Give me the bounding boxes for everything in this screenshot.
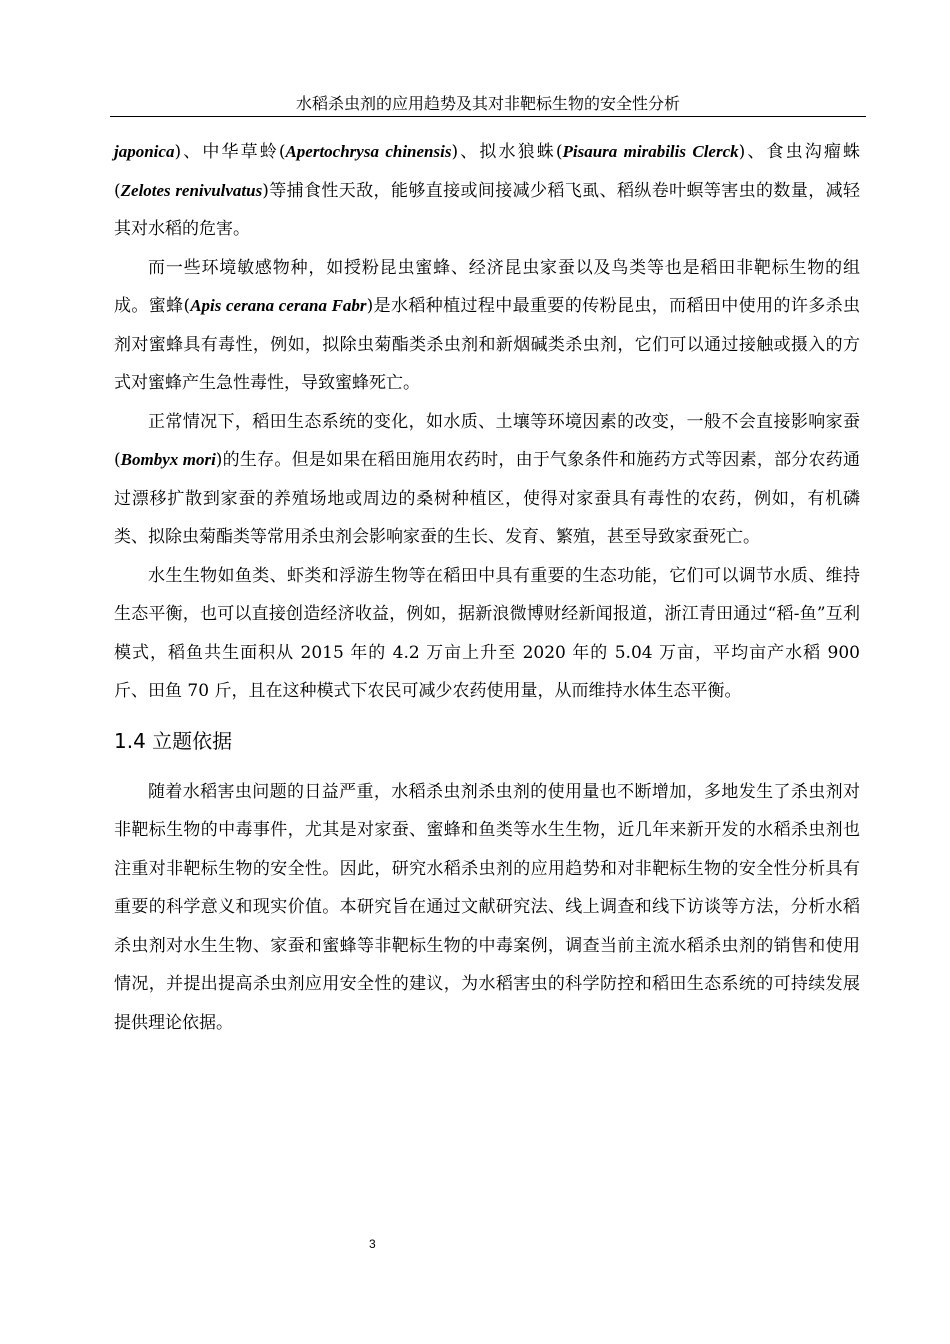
page-number: 3 bbox=[369, 1237, 376, 1251]
species-name: Apis cerana cerana Fabr bbox=[190, 296, 367, 315]
body-paragraph bbox=[114, 133, 860, 249]
species-name: Zelotes renivulvatus bbox=[120, 180, 263, 200]
section-paragraphs bbox=[114, 773, 860, 1043]
text-run: )、食虫沟瘤蛛( bbox=[114, 142, 860, 201]
text-run: 正常情况下，稻田生态系统的变化，如水质、土壤等环境因素的改变，一般不会直接影响家蚕( bbox=[114, 411, 860, 470]
section-heading: 1.4 立题依据 bbox=[114, 728, 233, 753]
paragraph-group bbox=[114, 133, 860, 711]
text-run: 水生生物如鱼类、虾类和浮游生物等在稻田中具有重要的生态功能，它们可以调节水质、维持生态平衡，也可以直接创造经济收益，例如，据新浪微博财经新闻报道，浙江青田通过“稻-鱼”互利模式，稻鱼共生面积从 2015 年的 4.2 万亩上升至 2020 年的 5.04 万亩，平均亩产水稻 900 斤、田鱼 70 斤，且在这种模式下农民可减少农药使用量，从而维持水体生态平衡。 bbox=[114, 565, 860, 701]
species-name: japonica bbox=[114, 142, 175, 161]
body-paragraph bbox=[114, 773, 860, 1043]
text-run: )、拟水狼蛛( bbox=[451, 142, 563, 162]
species-name: Bombyx mori bbox=[120, 450, 216, 469]
text-run: 随着水稻害虫问题的日益严重，水稻杀虫剂杀虫剂的使用量也不断增加，多地发生了杀虫剂对非靶标生物的中毒事件，尤其是对家蚕、蜜蜂和鱼类等水生生物，近几年来新开发的水稻杀虫剂也注重对非靶标生物的安全性。因此，研究水稻杀虫剂的应用趋势和对非靶标生物的安全性分析具有重要的科学意义和现实价值。本研究旨在通过文献研究法、线上调查和线下访谈等方法，分析水稻杀虫剂对水生生物、家蚕和蜜蜂等非靶标生物的中毒案例，调查当前主流水稻杀虫剂的销售和使用情况，并提出提高杀虫剂应用安全性的建议，为水稻害虫的科学防控和稻田生态系统的可持续发展提供理论依据。 bbox=[114, 781, 860, 1033]
running-header: 水稻杀虫剂的应用趋势及其对非靶标生物的安全性分析 bbox=[295, 94, 680, 113]
body-text bbox=[114, 133, 860, 1042]
text-run: )的生存。但是如果在稻田施用农药时，由于气象条件和施药方式等因素，部分农药通过漂移扩散到家蚕的养殖场地或周边的桑树种植区，使得对家蚕具有毒性的农药，例如，有机磷类、拟除虫菊酯类等常用杀虫剂会影响家蚕的生长、发育、繁殖，甚至导致家蚕死亡。 bbox=[114, 450, 860, 547]
species-name: Pisaura mirabilis Clerck bbox=[562, 142, 739, 161]
body-paragraph bbox=[114, 403, 860, 557]
text-run: )等捕食性天敌，能够直接或间接减少稻飞虱、稻纵卷叶螟等害虫的数量，减轻其对水稻的危害。 bbox=[114, 180, 860, 239]
text-run: )、中华草蛉( bbox=[174, 142, 286, 162]
species-name: Apertochrysa chinensis bbox=[285, 142, 452, 161]
body-paragraph bbox=[114, 557, 860, 711]
header-rule bbox=[110, 116, 866, 117]
body-paragraph bbox=[114, 249, 860, 403]
text-run: 而一些环境敏感物种，如授粉昆虫蜜蜂、经济昆虫家蚕以及鸟类等也是稻田非靶标生物的组成。蜜蜂( bbox=[114, 257, 860, 316]
text-run: )是水稻种植过程中最重要的传粉昆虫，而稻田中使用的许多杀虫剂对蜜蜂具有毒性，例如，拟除虫菊酯类杀虫剂和新烟碱类杀虫剂，它们可以通过接触或摄入的方式对蜜蜂产生急性毒性，导致蜜蜂死亡。 bbox=[114, 296, 860, 393]
